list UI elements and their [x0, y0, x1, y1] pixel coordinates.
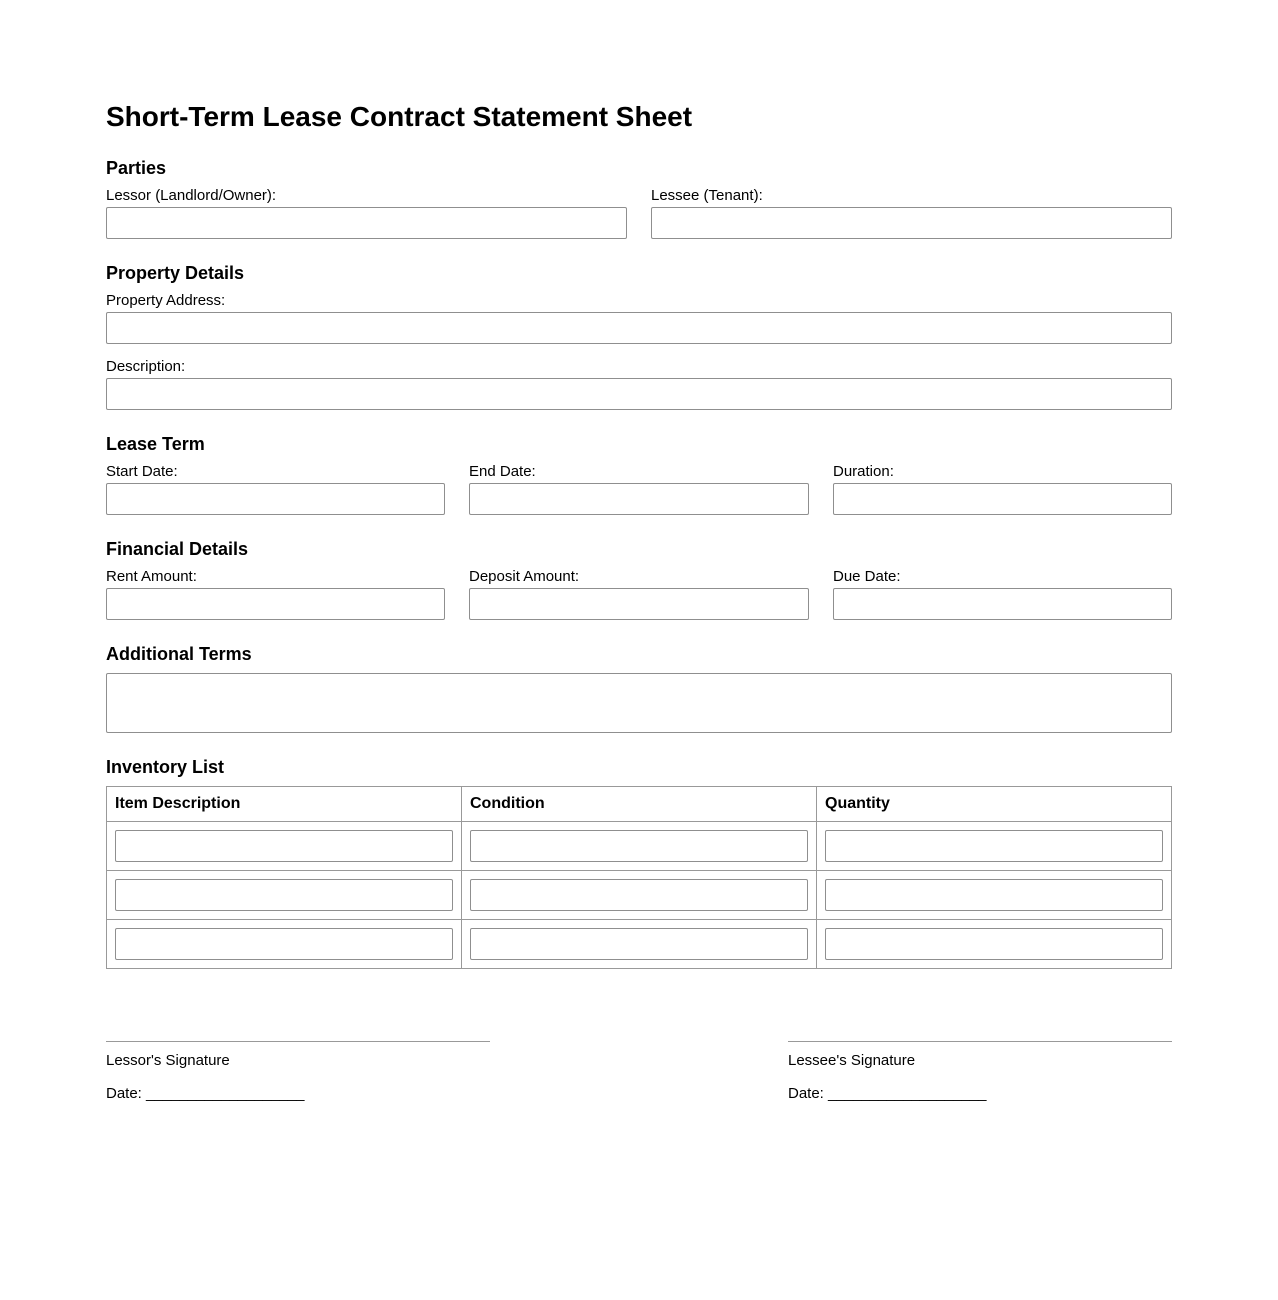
item-description-input[interactable] — [115, 879, 453, 911]
end-date-label: End Date: — [469, 463, 536, 480]
quantity-input[interactable] — [825, 928, 1163, 960]
lessee-signature-label: Lessee's Signature — [788, 1052, 916, 1069]
table-cell — [462, 871, 817, 920]
item-description-input[interactable] — [115, 830, 453, 862]
table-cell — [462, 822, 817, 871]
condition-input[interactable] — [470, 830, 808, 862]
property-address-input[interactable] — [106, 312, 1172, 344]
page-title: Short-Term Lease Contract Statement Sheet — [106, 101, 693, 132]
due-date-input[interactable] — [833, 588, 1172, 620]
rent-amount-label: Rent Amount: — [106, 568, 197, 585]
deposit-amount-input[interactable] — [469, 588, 809, 620]
lessor-label: Lessor (Landlord/Owner): — [106, 187, 277, 204]
section-heading-financial: Financial Details — [106, 539, 249, 559]
lessee-label: Lessee (Tenant): — [651, 187, 763, 204]
item-description-input[interactable] — [115, 928, 453, 960]
table-row — [107, 871, 1172, 920]
end-date-input[interactable] — [469, 483, 809, 515]
table-row — [107, 920, 1172, 969]
table-cell — [107, 822, 462, 871]
lessor-date-line: Date: ___________________ — [106, 1085, 305, 1102]
quantity-input[interactable] — [825, 879, 1163, 911]
table-cell — [817, 920, 1172, 969]
column-header-quantity: Quantity — [817, 787, 1172, 822]
lessor-input[interactable] — [106, 207, 627, 239]
section-heading-parties: Parties — [106, 158, 167, 178]
table-cell — [817, 822, 1172, 871]
table-cell — [817, 871, 1172, 920]
additional-terms-textarea[interactable] — [106, 673, 1172, 733]
start-date-label: Start Date: — [106, 463, 178, 480]
lessee-input[interactable] — [651, 207, 1172, 239]
condition-input[interactable] — [470, 879, 808, 911]
duration-input[interactable] — [833, 483, 1172, 515]
table-row — [107, 822, 1172, 871]
table-cell — [462, 920, 817, 969]
description-label: Description: — [106, 358, 186, 375]
section-heading-lease-term: Lease Term — [106, 434, 205, 454]
lessee-signature-line — [788, 1041, 1172, 1042]
lessor-signature-label: Lessor's Signature — [106, 1052, 230, 1069]
lessor-signature-line — [106, 1041, 490, 1042]
quantity-input[interactable] — [825, 830, 1163, 862]
due-date-label: Due Date: — [833, 568, 901, 585]
column-header-item-description: Item Description — [107, 787, 462, 822]
condition-input[interactable] — [470, 928, 808, 960]
section-heading-inventory: Inventory List — [106, 757, 225, 777]
column-header-condition: Condition — [462, 787, 817, 822]
property-address-label: Property Address: — [106, 292, 226, 309]
deposit-amount-label: Deposit Amount: — [469, 568, 580, 585]
inventory-header-row — [107, 787, 1172, 822]
lessee-date-line: Date: ___________________ — [788, 1085, 987, 1102]
section-heading-property: Property Details — [106, 263, 245, 283]
section-heading-additional-terms: Additional Terms — [106, 644, 252, 664]
table-cell — [107, 871, 462, 920]
duration-label: Duration: — [833, 463, 894, 480]
description-input[interactable] — [106, 378, 1172, 410]
rent-amount-input[interactable] — [106, 588, 445, 620]
inventory-table — [106, 786, 1172, 969]
start-date-input[interactable] — [106, 483, 445, 515]
table-cell — [107, 920, 462, 969]
